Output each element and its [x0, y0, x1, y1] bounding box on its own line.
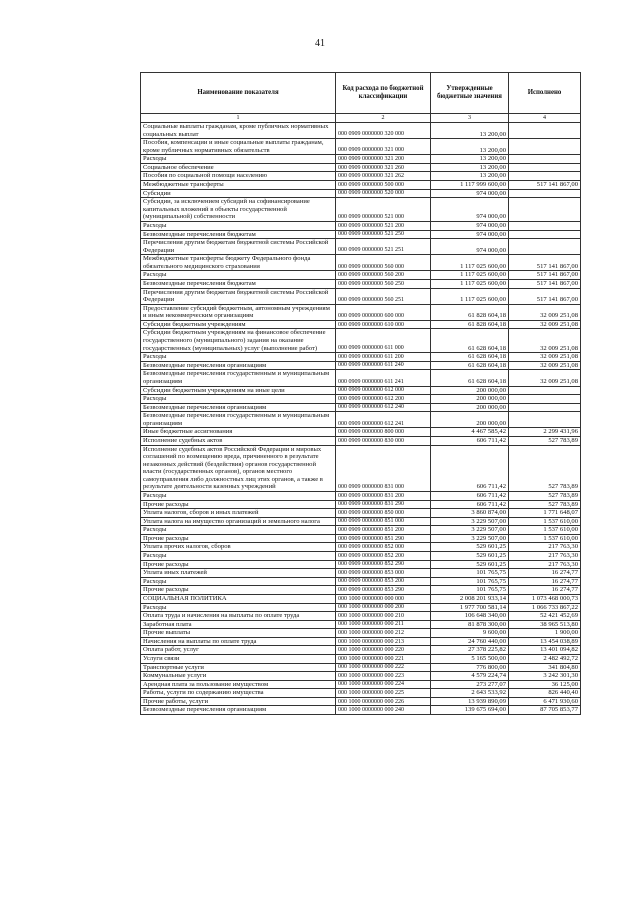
table-row	[141, 689, 581, 698]
row-approved-cell: 61 628 604,18	[431, 329, 509, 353]
row-code-cell: 000 0909 0000000 560 200	[336, 271, 431, 280]
table-row	[141, 155, 581, 164]
row-executed-cell	[509, 198, 581, 222]
row-code-cell: 000 0909 0000000 321 000	[336, 139, 431, 155]
row-name-cell: Расходы	[141, 603, 336, 612]
column-number: 3	[431, 114, 509, 123]
row-code-cell: 000 0909 0000000 520 000	[336, 189, 431, 198]
row-name-cell: Расходы	[141, 552, 336, 561]
row-code-cell: 000 0909 0000000 831 290	[336, 500, 431, 509]
row-code-cell: 000 1000 0000000 000 226	[336, 697, 431, 706]
table-row	[141, 221, 581, 230]
column-number: 1	[141, 114, 336, 123]
row-code-cell: 000 1000 0000000 000 213	[336, 637, 431, 646]
row-executed-cell: 6 471 930,60	[509, 697, 581, 706]
table-row	[141, 395, 581, 404]
row-code-cell: 000 1000 0000000 000 240	[336, 706, 431, 715]
row-executed-cell: 32 009 251,08	[509, 329, 581, 353]
row-code-cell: 000 0909 0000000 521 200	[336, 221, 431, 230]
row-code-cell: 000 1000 0000000 000 000	[336, 594, 431, 603]
row-approved-cell: 200 000,00	[431, 412, 509, 428]
row-code-cell: 000 0909 0000000 612 241	[336, 412, 431, 428]
table-row	[141, 526, 581, 535]
row-executed-cell: 1 771 648,07	[509, 509, 581, 518]
header-expense-code: Код расхода по бюджетной классификации	[336, 73, 431, 114]
row-code-cell: 000 0909 0000000 852 200	[336, 552, 431, 561]
row-name-cell: СОЦИАЛЬНАЯ ПОЛИТИКА	[141, 594, 336, 603]
row-approved-cell: 5 165 500,00	[431, 655, 509, 664]
row-name-cell: Расходы	[141, 526, 336, 535]
row-approved-cell: 1 977 700 581,14	[431, 603, 509, 612]
row-code-cell: 000 0909 0000000 560 250	[336, 279, 431, 288]
row-code-cell: 000 1000 0000000 000 211	[336, 620, 431, 629]
row-code-cell: 000 0909 0000000 800 000	[336, 428, 431, 437]
row-code-cell: 000 0909 0000000 500 000	[336, 181, 431, 190]
table-row	[141, 655, 581, 664]
row-name-cell: Межбюджетные трансферты бюджету Федерального фонда обязательного медицинского страхования	[141, 255, 336, 271]
row-approved-cell: 974 000,00	[431, 221, 509, 230]
row-code-cell: 000 0909 0000000 851 200	[336, 526, 431, 535]
row-name-cell: Социальное обеспечение	[141, 163, 336, 172]
table-row	[141, 577, 581, 586]
row-approved-cell: 974 000,00	[431, 239, 509, 255]
row-approved-cell: 139 675 694,00	[431, 706, 509, 715]
column-number: 4	[509, 114, 581, 123]
row-code-cell: 000 0909 0000000 521 250	[336, 230, 431, 239]
row-name-cell: Расходы	[141, 221, 336, 230]
row-executed-cell: 16 274,77	[509, 577, 581, 586]
row-executed-cell	[509, 395, 581, 404]
table-row	[141, 552, 581, 561]
row-name-cell: Транспортные услуги	[141, 663, 336, 672]
row-name-cell: Субсидии бюджетным учреждениям на финансовое обеспечение государственного (муниципального) задания на оказание государственных (муниципальных) услуг (выполнение работ)	[141, 329, 336, 353]
row-approved-cell: 776 800,00	[431, 663, 509, 672]
row-code-cell: 000 0909 0000000 830 000	[336, 436, 431, 445]
row-executed-cell	[509, 139, 581, 155]
row-code-cell: 000 0909 0000000 853 000	[336, 569, 431, 578]
row-executed-cell: 527 783,89	[509, 445, 581, 491]
row-name-cell: Заработная плата	[141, 620, 336, 629]
table-row	[141, 320, 581, 329]
row-approved-cell: 3 229 507,00	[431, 534, 509, 543]
row-executed-cell: 32 009 251,08	[509, 361, 581, 370]
row-executed-cell: 341 804,80	[509, 663, 581, 672]
row-approved-cell: 24 760 440,00	[431, 637, 509, 646]
row-approved-cell: 529 601,25	[431, 543, 509, 552]
row-name-cell: Безвозмездные перечисления организациям	[141, 361, 336, 370]
row-code-cell: 000 0909 0000000 560 251	[336, 288, 431, 304]
row-executed-cell: 87 705 853,77	[509, 706, 581, 715]
row-name-cell: Прочие выплаты	[141, 629, 336, 638]
row-code-cell: 000 1000 0000000 000 200	[336, 603, 431, 612]
row-name-cell: Оплата работ, услуг	[141, 646, 336, 655]
row-code-cell: 000 0909 0000000 851 290	[336, 534, 431, 543]
row-approved-cell: 2 008 201 933,14	[431, 594, 509, 603]
row-name-cell: Уплата налога на имущество организаций и земельного налога	[141, 517, 336, 526]
row-approved-cell: 529 601,25	[431, 552, 509, 561]
table-row	[141, 517, 581, 526]
row-approved-cell: 1 117 025 600,00	[431, 271, 509, 280]
row-approved-cell: 106 648 340,00	[431, 612, 509, 621]
row-name-cell: Расходы	[141, 577, 336, 586]
table-row	[141, 353, 581, 362]
row-approved-cell: 61 828 604,18	[431, 320, 509, 329]
row-approved-cell: 3 860 874,00	[431, 509, 509, 518]
row-approved-cell: 61 828 604,18	[431, 304, 509, 320]
row-approved-cell: 273 277,07	[431, 680, 509, 689]
table-header-row	[141, 73, 581, 114]
table-row	[141, 329, 581, 353]
table-row	[141, 646, 581, 655]
row-executed-cell	[509, 239, 581, 255]
table-row	[141, 163, 581, 172]
row-approved-cell: 13 200,00	[431, 172, 509, 181]
row-executed-cell: 32 009 251,08	[509, 320, 581, 329]
row-code-cell: 000 0909 0000000 600 000	[336, 304, 431, 320]
row-executed-cell	[509, 230, 581, 239]
row-approved-cell: 1 117 025 600,00	[431, 288, 509, 304]
row-executed-cell: 217 763,30	[509, 560, 581, 569]
row-name-cell: Безвозмездные перечисления бюджетам	[141, 230, 336, 239]
row-code-cell: 000 0909 0000000 851 000	[336, 517, 431, 526]
row-code-cell: 000 0909 0000000 611 240	[336, 361, 431, 370]
table-row	[141, 586, 581, 595]
row-name-cell: Услуги связи	[141, 655, 336, 664]
row-name-cell: Прочие расходы	[141, 560, 336, 569]
row-executed-cell: 1 537 610,00	[509, 534, 581, 543]
row-name-cell: Прочие работы, услуги	[141, 697, 336, 706]
table-row	[141, 403, 581, 412]
row-executed-cell: 36 125,00	[509, 680, 581, 689]
row-approved-cell: 13 200,00	[431, 139, 509, 155]
row-name-cell: Безвозмездные перечисления государственным и муниципальным организациям	[141, 412, 336, 428]
row-executed-cell: 1 537 610,00	[509, 526, 581, 535]
row-code-cell: 000 1000 0000000 000 220	[336, 646, 431, 655]
row-code-cell: 000 0909 0000000 611 200	[336, 353, 431, 362]
row-code-cell: 000 0909 0000000 521 251	[336, 239, 431, 255]
table-row	[141, 428, 581, 437]
row-executed-cell: 1 066 733 867,22	[509, 603, 581, 612]
row-name-cell: Прочие расходы	[141, 586, 336, 595]
row-approved-cell: 101 765,75	[431, 586, 509, 595]
row-code-cell: 000 0909 0000000 831 000	[336, 445, 431, 491]
row-code-cell: 000 0909 0000000 850 000	[336, 509, 431, 518]
expenditure-table	[140, 72, 581, 715]
row-name-cell: Работы, услуги по содержанию имущества	[141, 689, 336, 698]
row-approved-cell: 606 711,42	[431, 500, 509, 509]
table-row	[141, 629, 581, 638]
row-executed-cell: 826 440,40	[509, 689, 581, 698]
table-body	[141, 123, 581, 715]
row-approved-cell: 101 765,75	[431, 577, 509, 586]
row-executed-cell: 1 537 610,00	[509, 517, 581, 526]
table-row	[141, 492, 581, 501]
row-code-cell: 000 0909 0000000 612 200	[336, 395, 431, 404]
row-approved-cell: 9 600,00	[431, 629, 509, 638]
row-executed-cell	[509, 163, 581, 172]
table-row	[141, 172, 581, 181]
row-code-cell: 000 1000 0000000 000 210	[336, 612, 431, 621]
row-approved-cell: 1 117 025 600,00	[431, 279, 509, 288]
row-code-cell: 000 0909 0000000 321 200	[336, 155, 431, 164]
row-executed-cell: 527 783,89	[509, 436, 581, 445]
row-executed-cell: 517 141 867,00	[509, 279, 581, 288]
column-number-row	[141, 114, 581, 123]
row-name-cell: Уплата прочих налогов, сборов	[141, 543, 336, 552]
table-row	[141, 370, 581, 386]
table-row	[141, 198, 581, 222]
table-row	[141, 620, 581, 629]
row-executed-cell: 52 421 452,69	[509, 612, 581, 621]
row-approved-cell: 974 000,00	[431, 189, 509, 198]
row-approved-cell: 13 200,00	[431, 163, 509, 172]
row-executed-cell: 1 900,00	[509, 629, 581, 638]
row-name-cell: Исполнение судебных актов	[141, 436, 336, 445]
row-code-cell: 000 0909 0000000 321 260	[336, 163, 431, 172]
row-executed-cell	[509, 386, 581, 395]
row-executed-cell: 16 274,77	[509, 569, 581, 578]
table-row	[141, 255, 581, 271]
row-name-cell: Субсидии, за исключением субсидий на софинансирование капитальных вложений в объекты государственной (муниципальной) собственности	[141, 198, 336, 222]
row-code-cell: 000 1000 0000000 000 225	[336, 689, 431, 698]
table-row	[141, 139, 581, 155]
row-code-cell: 000 0909 0000000 611 000	[336, 329, 431, 353]
row-executed-cell	[509, 123, 581, 139]
row-approved-cell: 200 000,00	[431, 386, 509, 395]
table-row	[141, 672, 581, 681]
table-row	[141, 560, 581, 569]
row-name-cell: Начисления на выплаты по оплате труда	[141, 637, 336, 646]
table-row	[141, 304, 581, 320]
row-name-cell: Пособия по социальной помощи населению	[141, 172, 336, 181]
row-executed-cell: 16 274,77	[509, 586, 581, 595]
header-executed: Исполнено	[509, 73, 581, 114]
row-approved-cell: 4 579 224,74	[431, 672, 509, 681]
row-executed-cell: 527 783,89	[509, 492, 581, 501]
table-row	[141, 697, 581, 706]
table-row	[141, 239, 581, 255]
row-approved-cell: 3 229 507,00	[431, 526, 509, 535]
row-approved-cell: 13 200,00	[431, 123, 509, 139]
page-number: 41	[315, 38, 325, 49]
row-approved-cell: 974 000,00	[431, 198, 509, 222]
table-row	[141, 500, 581, 509]
table-row	[141, 181, 581, 190]
row-approved-cell: 61 628 604,18	[431, 370, 509, 386]
table-row	[141, 386, 581, 395]
row-executed-cell: 517 141 867,00	[509, 181, 581, 190]
row-name-cell: Исполнение судебных актов Российской Федерации и мировых соглашений по возмещению вреда, причиненного в результате незаконных действий (бездействия) органов государственной власти (государственных органов), органов местного самоуправления либо должностных лиц этих органов, а также в результате деятельности казенных учреждений	[141, 445, 336, 491]
row-name-cell: Социальные выплаты гражданам, кроме публичных нормативных социальных выплат	[141, 123, 336, 139]
table-row	[141, 271, 581, 280]
table-row	[141, 680, 581, 689]
row-executed-cell: 38 965 513,80	[509, 620, 581, 629]
row-approved-cell: 200 000,00	[431, 403, 509, 412]
row-approved-cell: 3 229 507,00	[431, 517, 509, 526]
row-code-cell: 000 0909 0000000 321 262	[336, 172, 431, 181]
row-name-cell: Предоставление субсидий бюджетным, автономным учреждениям и иным некоммерческим организациям	[141, 304, 336, 320]
row-executed-cell	[509, 189, 581, 198]
row-name-cell: Расходы	[141, 271, 336, 280]
header-indicator-name: Наименование показателя	[141, 73, 336, 114]
row-executed-cell	[509, 172, 581, 181]
row-approved-cell: 200 000,00	[431, 395, 509, 404]
row-executed-cell: 32 009 251,08	[509, 353, 581, 362]
row-name-cell: Межбюджетные трансферты	[141, 181, 336, 190]
row-name-cell: Расходы	[141, 155, 336, 164]
row-executed-cell: 217 763,30	[509, 543, 581, 552]
row-approved-cell: 2 643 533,92	[431, 689, 509, 698]
table-row	[141, 663, 581, 672]
row-executed-cell	[509, 155, 581, 164]
row-code-cell: 000 0909 0000000 831 200	[336, 492, 431, 501]
row-executed-cell: 1 073 468 000,73	[509, 594, 581, 603]
row-approved-cell: 1 117 025 600,00	[431, 255, 509, 271]
table-row	[141, 412, 581, 428]
row-executed-cell: 13 401 094,82	[509, 646, 581, 655]
row-executed-cell: 3 242 301,30	[509, 672, 581, 681]
row-code-cell: 000 1000 0000000 000 223	[336, 672, 431, 681]
row-name-cell: Прочие расходы	[141, 534, 336, 543]
table-row	[141, 436, 581, 445]
row-executed-cell: 517 141 867,00	[509, 288, 581, 304]
table-row	[141, 189, 581, 198]
row-code-cell: 000 0909 0000000 852 000	[336, 543, 431, 552]
row-code-cell: 000 0909 0000000 612 000	[336, 386, 431, 395]
table-row	[141, 543, 581, 552]
row-name-cell: Коммунальные услуги	[141, 672, 336, 681]
row-approved-cell: 1 117 999 600,00	[431, 181, 509, 190]
row-name-cell: Расходы	[141, 395, 336, 404]
table-row	[141, 637, 581, 646]
row-approved-cell: 13 200,00	[431, 155, 509, 164]
row-name-cell: Перечисления другим бюджетам бюджетной системы Российской Федерации	[141, 239, 336, 255]
row-name-cell: Расходы	[141, 353, 336, 362]
row-name-cell: Перечисления другим бюджетам бюджетной системы Российской Федерации	[141, 288, 336, 304]
row-code-cell: 000 1000 0000000 000 222	[336, 663, 431, 672]
row-code-cell: 000 0909 0000000 612 240	[336, 403, 431, 412]
row-name-cell: Оплата труда и начисления на выплаты по оплате труда	[141, 612, 336, 621]
row-name-cell: Субсидии бюджетным учреждениям	[141, 320, 336, 329]
row-code-cell: 000 0909 0000000 852 290	[336, 560, 431, 569]
row-name-cell: Безвозмездные перечисления организациям	[141, 403, 336, 412]
row-name-cell: Уплата иных платежей	[141, 569, 336, 578]
row-code-cell: 000 0909 0000000 610 000	[336, 320, 431, 329]
table-row	[141, 361, 581, 370]
row-code-cell: 000 0909 0000000 320 000	[336, 123, 431, 139]
row-name-cell: Безвозмездные перечисления организациям	[141, 706, 336, 715]
row-code-cell: 000 0909 0000000 521 000	[336, 198, 431, 222]
table-row	[141, 123, 581, 139]
row-approved-cell: 27 378 225,82	[431, 646, 509, 655]
row-name-cell: Безвозмездные перечисления бюджетам	[141, 279, 336, 288]
table-row	[141, 288, 581, 304]
row-executed-cell: 2 299 431,96	[509, 428, 581, 437]
row-approved-cell: 81 878 300,00	[431, 620, 509, 629]
row-executed-cell: 217 763,30	[509, 552, 581, 561]
row-executed-cell: 2 482 492,72	[509, 655, 581, 664]
row-code-cell: 000 0909 0000000 611 241	[336, 370, 431, 386]
row-approved-cell: 606 711,42	[431, 492, 509, 501]
row-code-cell: 000 0909 0000000 560 000	[336, 255, 431, 271]
table-row	[141, 534, 581, 543]
row-executed-cell: 527 783,89	[509, 500, 581, 509]
table-row	[141, 509, 581, 518]
row-executed-cell	[509, 412, 581, 428]
row-name-cell: Безвозмездные перечисления государственным и муниципальным организациям	[141, 370, 336, 386]
table-row	[141, 603, 581, 612]
row-executed-cell: 32 009 251,08	[509, 304, 581, 320]
row-name-cell: Расходы	[141, 492, 336, 501]
row-approved-cell: 61 628 604,18	[431, 353, 509, 362]
row-name-cell: Субсидии	[141, 189, 336, 198]
row-code-cell: 000 1000 0000000 000 212	[336, 629, 431, 638]
row-name-cell: Иные бюджетные ассигнования	[141, 428, 336, 437]
row-executed-cell	[509, 403, 581, 412]
row-executed-cell: 32 009 251,08	[509, 370, 581, 386]
row-name-cell: Прочие расходы	[141, 500, 336, 509]
column-number: 2	[336, 114, 431, 123]
table-row	[141, 706, 581, 715]
row-approved-cell: 61 628 604,18	[431, 361, 509, 370]
table-row	[141, 279, 581, 288]
table-row	[141, 612, 581, 621]
row-approved-cell: 101 765,75	[431, 569, 509, 578]
row-name-cell: Пособия, компенсации и иные социальные выплаты гражданам, кроме публичных нормативных обязательств	[141, 139, 336, 155]
row-approved-cell: 4 467 585,42	[431, 428, 509, 437]
row-name-cell: Арендная плата за пользование имуществом	[141, 680, 336, 689]
row-name-cell: Уплата налогов, сборов и иных платежей	[141, 509, 336, 518]
row-executed-cell	[509, 221, 581, 230]
row-code-cell: 000 1000 0000000 000 221	[336, 655, 431, 664]
row-executed-cell: 517 141 867,00	[509, 271, 581, 280]
row-approved-cell: 13 939 890,09	[431, 697, 509, 706]
table-row	[141, 594, 581, 603]
row-approved-cell: 606 711,42	[431, 436, 509, 445]
table-row	[141, 569, 581, 578]
table-row	[141, 230, 581, 239]
row-approved-cell: 529 601,25	[431, 560, 509, 569]
table-row	[141, 445, 581, 491]
row-name-cell: Субсидии бюджетным учреждениям на иные цели	[141, 386, 336, 395]
row-approved-cell: 606 711,42	[431, 445, 509, 491]
row-executed-cell: 517 141 867,00	[509, 255, 581, 271]
row-code-cell: 000 0909 0000000 853 290	[336, 586, 431, 595]
row-approved-cell: 974 000,00	[431, 230, 509, 239]
row-executed-cell: 13 454 038,89	[509, 637, 581, 646]
row-code-cell: 000 0909 0000000 853 200	[336, 577, 431, 586]
header-approved-values: Утвержденные бюджетные значения	[431, 73, 509, 114]
row-code-cell: 000 1000 0000000 000 224	[336, 680, 431, 689]
